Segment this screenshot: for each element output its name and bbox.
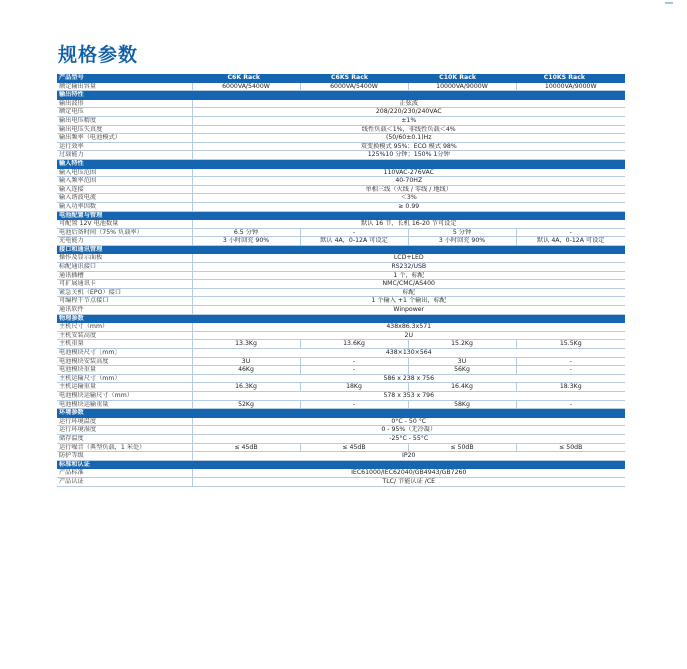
row-value: 18Kg: [300, 383, 408, 392]
row-value: 10000VA/9000W: [516, 82, 625, 91]
section-header: [57, 91, 625, 100]
section-title: 输出特性: [57, 91, 625, 100]
table-row: [57, 443, 625, 452]
section-header: [57, 159, 625, 168]
row-label: 输入功率因数: [57, 202, 192, 211]
row-value: 默认 4A，0-12A 可设定: [300, 237, 408, 246]
row-value: 208/220/230/240VAC: [192, 108, 625, 117]
row-value: 3 小时回充 90%: [192, 237, 300, 246]
section-header: [57, 245, 625, 254]
row-value: 16.3Kg: [192, 383, 300, 392]
section-header: [57, 211, 625, 220]
row-label: 产品标准: [57, 469, 192, 478]
row-label: 运行效率: [57, 142, 192, 151]
row-value: NMC/CMC/AS400: [192, 280, 625, 289]
row-value: ≥ 0.99: [192, 202, 625, 211]
table-row: [57, 469, 625, 478]
table-row: [57, 340, 625, 349]
row-label: 输出波形: [57, 99, 192, 108]
section-title: 接口和通讯管理: [57, 245, 625, 254]
row-value: -25°C - 55°C: [192, 434, 625, 443]
row-label: 防护等级: [57, 452, 192, 461]
row-value: -: [516, 400, 625, 409]
table-row: [57, 366, 625, 375]
table-row: [57, 383, 625, 392]
row-value: LCD+LED: [192, 254, 625, 263]
row-label: 紧急关机（EPO）接口: [57, 288, 192, 297]
spec-table: [57, 74, 625, 487]
table-row: [57, 228, 625, 237]
page-title: 规格参数: [58, 44, 139, 66]
row-label: 额定电压: [57, 108, 192, 117]
row-label: 主机重量: [57, 340, 192, 349]
row-value: RS232/USB: [192, 263, 625, 272]
row-label: 输入连接: [57, 185, 192, 194]
row-value: 13.3Kg: [192, 340, 300, 349]
row-value: 标配: [192, 288, 625, 297]
row-label: 电池模块重量: [57, 366, 192, 375]
row-value: ≤ 50dB: [516, 443, 625, 452]
row-label: 电池模块运输尺寸（mm）: [57, 391, 192, 400]
row-value: 40-70HZ: [192, 177, 625, 186]
row-label: 可配置 12V 电池数量: [57, 220, 192, 229]
row-value: 3U: [408, 357, 516, 366]
row-label: 通讯插槽: [57, 271, 192, 280]
model-name: C10K Rack: [408, 74, 516, 82]
row-value: 586 x 238 x 756: [192, 374, 625, 383]
row-value: ≤ 45dB: [192, 443, 300, 452]
table-row: [57, 288, 625, 297]
table-row: [57, 477, 625, 486]
table-row: [57, 194, 625, 203]
table-row: [57, 202, 625, 211]
row-value: 0 - 95%（无冷凝）: [192, 426, 625, 435]
table-row: [57, 297, 625, 306]
row-value: 15.2Kg: [408, 340, 516, 349]
row-value: 58Kg: [408, 400, 516, 409]
corner-accent: [665, 2, 673, 4]
row-value: IP20: [192, 452, 625, 461]
row-value: 默认 16 节，长机 16-20 节可设定: [192, 220, 625, 229]
table-row: [57, 237, 625, 246]
row-value: 46Kg: [192, 366, 300, 375]
row-value: (50/60±0.1)Hz: [192, 134, 625, 143]
row-value: 双变换模式 95%；ECO 模式 98%: [192, 142, 625, 151]
row-value: 438x86.3x571: [192, 323, 625, 332]
table-row: [57, 323, 625, 332]
table-row: [57, 108, 625, 117]
section-header: [57, 314, 625, 323]
row-label: 电池后备时间（75% 负载率）: [57, 228, 192, 237]
table-row: [57, 434, 625, 443]
row-label: 标配通讯接口: [57, 263, 192, 272]
row-value: -: [516, 228, 625, 237]
row-label: 输入电压范围: [57, 168, 192, 177]
row-value: 1 个，标配: [192, 271, 625, 280]
row-value: ±1%: [192, 116, 625, 125]
row-label: 输出电压失真度: [57, 125, 192, 134]
table-row: [57, 331, 625, 340]
table-row: [57, 271, 625, 280]
row-value: 3U: [192, 357, 300, 366]
row-value: 单相三线（火线 / 零线 / 地线）: [192, 185, 625, 194]
row-value: -: [516, 357, 625, 366]
table-row: [57, 280, 625, 289]
row-value: TLC/ 节能认证 /CE: [192, 477, 625, 486]
row-label: 主机运输重量: [57, 383, 192, 392]
row-label: 操作及显示面板: [57, 254, 192, 263]
row-label: 电池模块安装高度: [57, 357, 192, 366]
model-name: C6KS Rack: [300, 74, 408, 82]
header-row: [57, 74, 625, 82]
row-label: 充电能力: [57, 237, 192, 246]
table-row: [57, 349, 625, 358]
section-title: 输入特性: [57, 159, 625, 168]
model-name: C10KS Rack: [516, 74, 625, 82]
row-value: ≤ 45dB: [300, 443, 408, 452]
row-value: 110VAC-276VAC: [192, 168, 625, 177]
row-value: 15.5Kg: [516, 340, 625, 349]
row-label: 运行环境温度: [57, 417, 192, 426]
row-value: IEC61000/IEC62040/GB4943/GB7260: [192, 469, 625, 478]
row-value: 438×130×564: [192, 349, 625, 358]
section-header: [57, 409, 625, 418]
table-row: [57, 116, 625, 125]
row-value: 6000VA/5400W: [192, 82, 300, 91]
row-label: 运行噪音（典型负载，1 米处）: [57, 443, 192, 452]
section-header: [57, 460, 625, 469]
table-row: [57, 400, 625, 409]
table-row: [57, 99, 625, 108]
table-row: [57, 263, 625, 272]
row-value: -: [300, 366, 408, 375]
row-value: 16.4Kg: [408, 383, 516, 392]
section-title: 物理参数: [57, 314, 625, 323]
row-value: 13.6Kg: [300, 340, 408, 349]
row-value: 0°C - 50 °C: [192, 417, 625, 426]
row-value: 578 x 353 x 796: [192, 391, 625, 400]
table-row: [57, 142, 625, 151]
row-label: 运行环境湿度: [57, 426, 192, 435]
table-row: [57, 168, 625, 177]
row-value: 56Kg: [408, 366, 516, 375]
row-label: 过载能力: [57, 151, 192, 160]
row-label: 输入频率范围: [57, 177, 192, 186]
row-label: 通讯软件: [57, 306, 192, 315]
table-row: [57, 125, 625, 134]
row-label: 输出频率（电池模式）: [57, 134, 192, 143]
table-row: [57, 82, 625, 91]
row-label: 产品认证: [57, 477, 192, 486]
row-value: 125%10 分钟；150% 1分钟: [192, 151, 625, 160]
row-label: 可编程干节点接口: [57, 297, 192, 306]
section-title: 环境参数: [57, 409, 625, 418]
table-row: [57, 151, 625, 160]
row-value: 线性负载＜1%，非线性负载＜4%: [192, 125, 625, 134]
table-row: [57, 185, 625, 194]
row-value: 6.5 分钟: [192, 228, 300, 237]
row-label: 输入谐波电流: [57, 194, 192, 203]
row-value: 正弦波: [192, 99, 625, 108]
model-name: C6K Rack: [192, 74, 300, 82]
row-value: 默认 4A，0-12A 可设定: [516, 237, 625, 246]
row-label: 额定输出容量: [57, 82, 192, 91]
row-label: 主机安装高度: [57, 331, 192, 340]
row-value: 18.3Kg: [516, 383, 625, 392]
row-label: 主机尺寸（mm）: [57, 323, 192, 332]
row-label: 主机运输尺寸（mm）: [57, 374, 192, 383]
row-value: Winpower: [192, 306, 625, 315]
row-value: 3 小时回充 90%: [408, 237, 516, 246]
row-value: -: [516, 366, 625, 375]
row-label: 电池模块运输重量: [57, 400, 192, 409]
row-label: 输出电压精度: [57, 116, 192, 125]
row-value: 5 分钟: [408, 228, 516, 237]
section-title: 电池配置与管理: [57, 211, 625, 220]
row-value: 52Kg: [192, 400, 300, 409]
table-row: [57, 417, 625, 426]
section-title: 标准和认证: [57, 460, 625, 469]
table-row: [57, 254, 625, 263]
row-label: 可扩展通讯卡: [57, 280, 192, 289]
row-value: -: [300, 228, 408, 237]
row-value: -: [300, 400, 408, 409]
table-row: [57, 452, 625, 461]
row-value: 2U: [192, 331, 625, 340]
table-row: [57, 374, 625, 383]
row-value: ≤ 50dB: [408, 443, 516, 452]
row-value: -: [300, 357, 408, 366]
table-row: [57, 306, 625, 315]
table-row: [57, 426, 625, 435]
row-value: 1 个输入 +1 个输出，标配: [192, 297, 625, 306]
table-row: [57, 391, 625, 400]
row-value: 6000VA/5400W: [300, 82, 408, 91]
header-label: 产品型号: [57, 74, 192, 82]
row-label: 储存温度: [57, 434, 192, 443]
row-value: ＜3%: [192, 194, 625, 203]
table-row: [57, 177, 625, 186]
table-row: [57, 134, 625, 143]
table-row: [57, 220, 625, 229]
row-value: 10000VA/9000W: [408, 82, 516, 91]
table-row: [57, 357, 625, 366]
row-label: 电池模块尺寸［mm］: [57, 349, 192, 358]
